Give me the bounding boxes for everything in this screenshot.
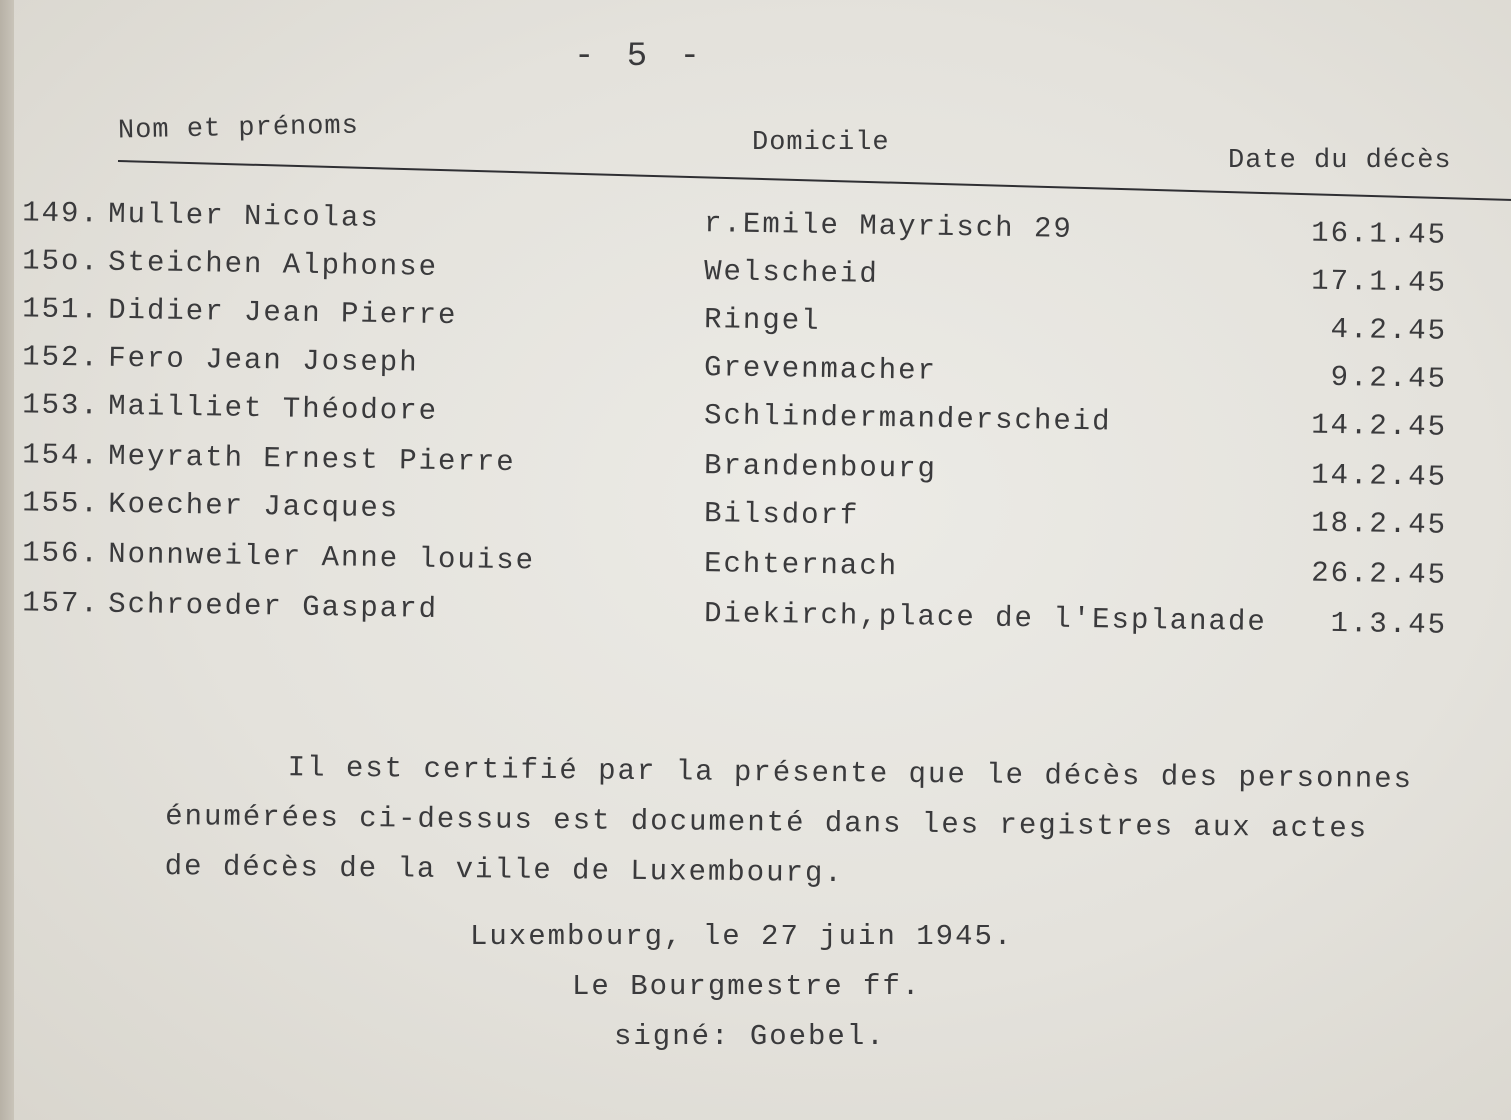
row-domicile: Diekirch,place de l'Esplanade [703, 597, 1268, 639]
row-number: 157. [21, 586, 101, 621]
signatory-title: Le Bourgmestre ff. [572, 970, 922, 1003]
row-date: 9.2.45 [1330, 360, 1448, 396]
row-domicile: r.Emile Mayrisch 29 [703, 207, 1073, 246]
row-date: 18.2.45 [1310, 506, 1448, 542]
row-date: 1.3.45 [1330, 606, 1448, 642]
column-header-domicile: Domicile [752, 128, 890, 158]
row-number: 15o. [21, 244, 101, 279]
row-number: 152. [21, 340, 101, 375]
certification-paragraph [164, 742, 1485, 906]
row-domicile: Grevenmacher [703, 351, 938, 388]
row-domicile: Brandenbourg [703, 449, 938, 486]
row-date: 16.1.45 [1310, 216, 1448, 252]
row-number: 155. [21, 486, 101, 521]
column-header-date: Date du décès [1228, 146, 1452, 176]
row-name: Schroeder Gaspard [107, 587, 439, 626]
row-name: Fero Jean Joseph [107, 341, 419, 380]
row-domicile: Echternach [703, 547, 899, 584]
row-name: Nonnweiler Anne louise [107, 537, 536, 578]
row-domicile: Schlindermanderscheid [703, 399, 1112, 439]
row-number: 154. [21, 438, 101, 473]
row-date: 14.2.45 [1310, 458, 1448, 494]
certification-line: Il est certifié par la présente que le décès des personnes [287, 751, 1414, 797]
row-number: 151. [21, 292, 101, 327]
row-date: 26.2.45 [1310, 556, 1448, 592]
row-number: 149. [21, 196, 101, 231]
row-domicile: Welscheid [703, 255, 880, 291]
document-page [14, 0, 1511, 1120]
row-date: 4.2.45 [1330, 312, 1448, 348]
row-name: Koecher Jacques [107, 487, 400, 526]
row-domicile: Bilsdorf [703, 497, 860, 533]
row-name: Steichen Alphonse [107, 245, 439, 284]
page-number: - 5 - [574, 38, 707, 76]
row-date: 14.2.45 [1310, 408, 1448, 444]
row-date: 17.1.45 [1310, 264, 1448, 300]
row-number: 153. [21, 388, 101, 423]
certification-line: énumérées ci-dessus est documenté dans les registres aux actes [165, 799, 1369, 846]
row-name: Mailliet Théodore [107, 389, 439, 428]
signature-line: signé: Goebel. [614, 1020, 886, 1053]
column-header-name: Nom et prénoms [117, 111, 360, 147]
row-name: Muller Nicolas [107, 197, 381, 235]
place-and-date: Luxembourg, le 27 juin 1945. [470, 920, 1014, 953]
row-domicile: Ringel [703, 303, 821, 338]
row-number: 156. [21, 536, 101, 571]
row-name: Didier Jean Pierre [107, 293, 458, 333]
row-name: Meyrath Ernest Pierre [107, 439, 516, 480]
certification-line: de décès de la ville de Luxembourg. [164, 849, 844, 891]
